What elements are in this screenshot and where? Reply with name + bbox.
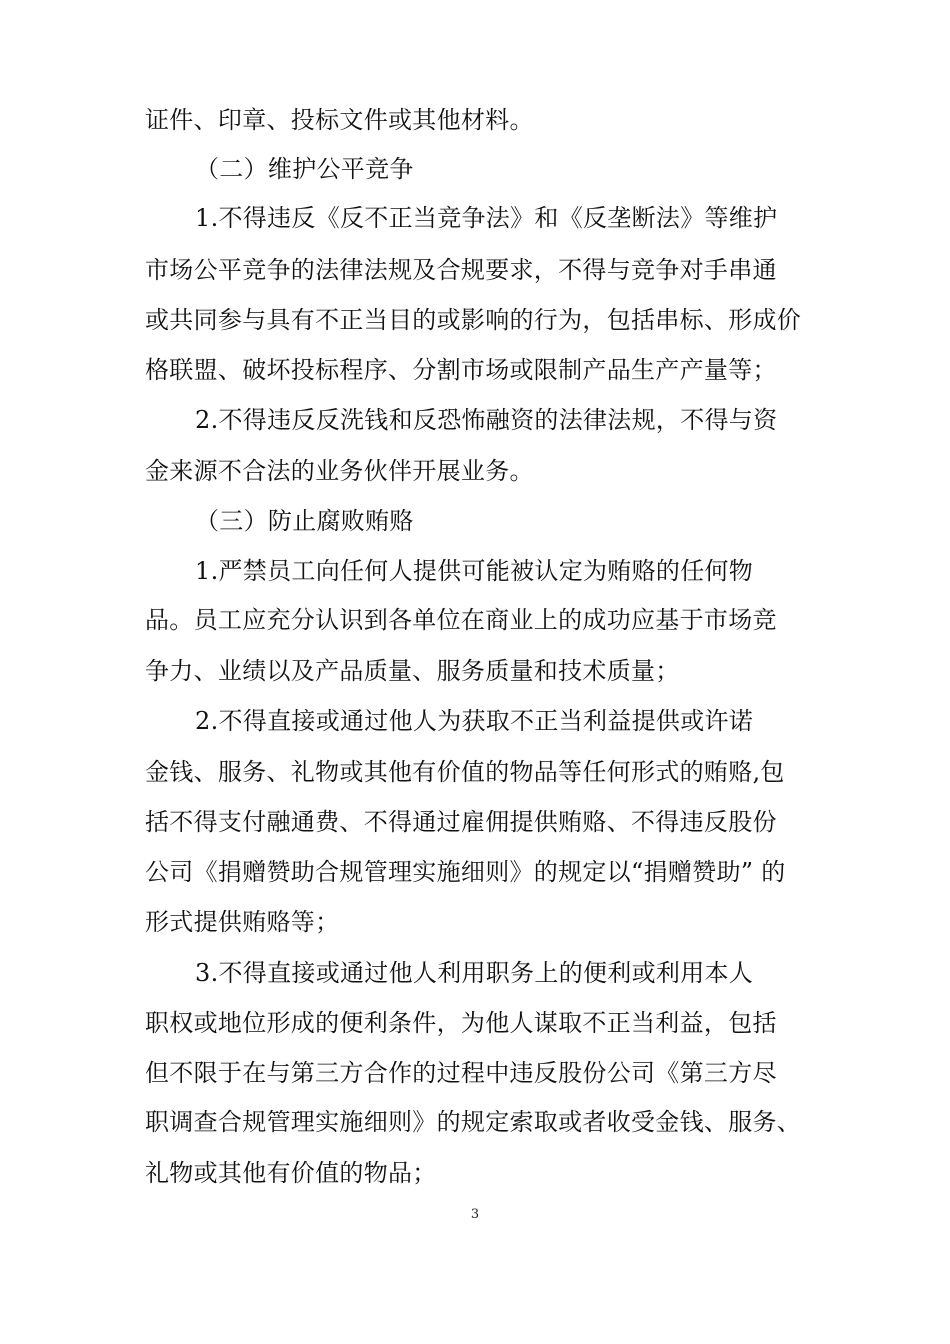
text-line: 1.不得违反《反不正当竞争法》和《反垄断法》等维护 [195,204,778,232]
text-line: 市场公平竞争的法律法规及合规要求，不得与竞争对手串通 [145,256,777,284]
text-line: 3.不得直接或通过他人利用职务上的便利或利用本人 [195,959,754,987]
text-line: 形式提供贿赂等； [145,908,340,936]
text-line: 公司《捐赠赞助合规管理实施细则》的规定以“捐赠赞助” 的 [145,858,786,886]
text-line: 或共同参与具有不正当目的或影响的行为，包括串标、形成价 [145,306,802,334]
text-line: 金钱、服务、礼物或其他有价值的物品等任何形式的贿赂,包 [145,758,785,786]
text-line: 职权或地位形成的便利条件，为他人谋取不正当利益，包括 [145,1009,777,1037]
text-line: 2.不得违反反洗钱和反恐怖融资的法律法规，不得与资 [195,406,778,434]
text-line: 2.不得直接或通过他人为获取不正当利益提供或许诺 [195,707,754,735]
section-heading: （二）维护公平竞争 [195,155,414,183]
section-heading: （三）防止腐败贿赂 [195,507,414,535]
text-line: 品。员工应充分认识到各单位在商业上的成功应基于市场竞 [145,606,777,634]
text-line: 但不限于在与第三方合作的过程中违反股份公司《第三方尽 [145,1059,777,1087]
text-line: 金来源不合法的业务伙伴开展业务。 [145,457,534,485]
text-line: 证件、印章、投标文件或其他材料。 [145,106,534,134]
text-line: 1.严禁员工向任何人提供可能被认定为贿赂的任何物 [195,557,754,585]
text-line: 礼物或其他有价值的物品； [145,1159,437,1187]
text-line: 格联盟、破坏投标程序、分割市场或限制产品生产产量等； [145,356,777,384]
text-line: 争力、业绩以及产品质量、服务质量和技术质量； [145,657,680,685]
text-line: 职调查合规管理实施细则》的规定索取或者收受金钱、服务、 [145,1108,802,1136]
page-number: 3 [470,1207,480,1222]
text-line: 括不得支付融通费、不得通过雇佣提供贿赂、不得违反股份 [145,808,777,836]
